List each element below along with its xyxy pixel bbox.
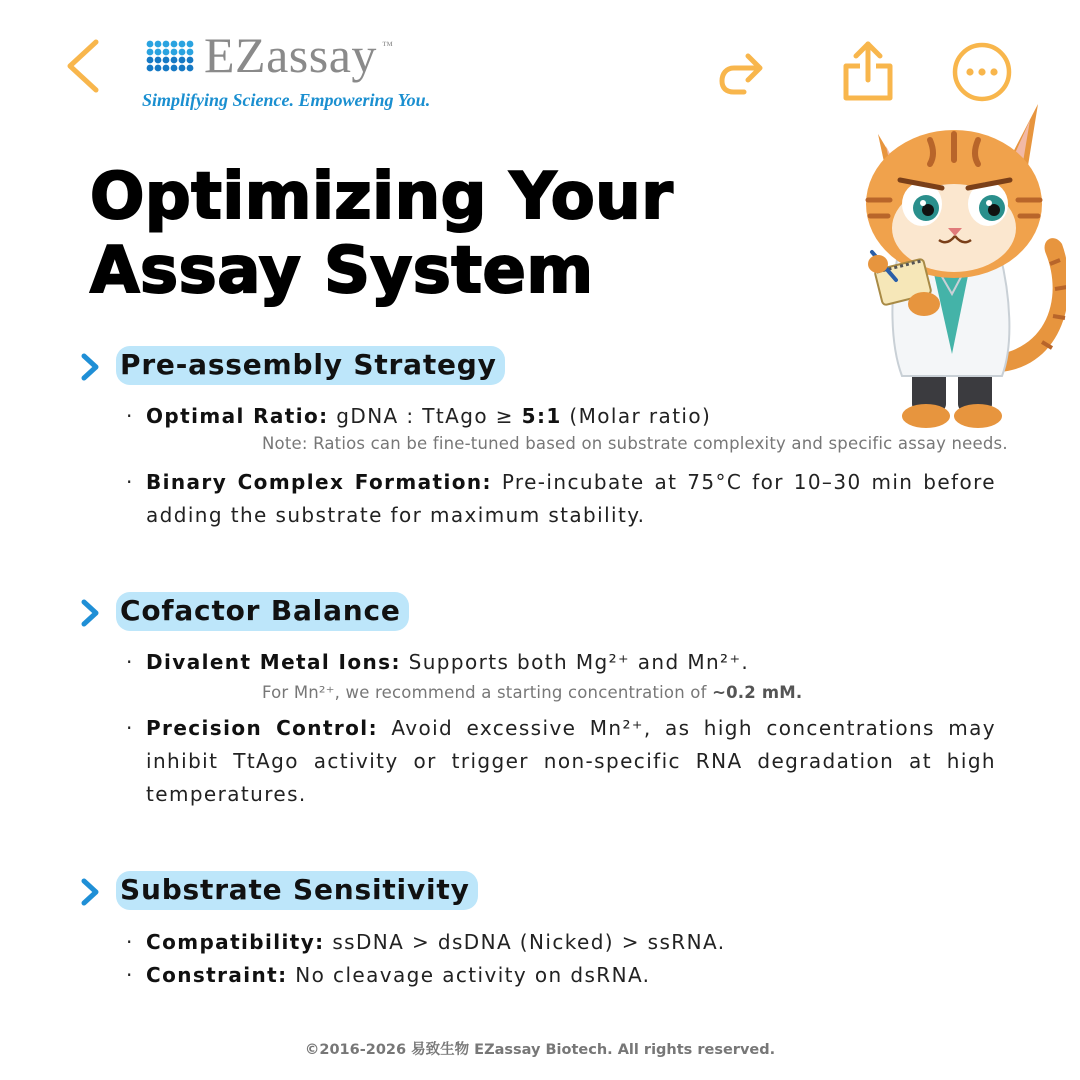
section-heading-substrate-sensitivity: Substrate Sensitivity	[116, 871, 478, 910]
section-chevron-icon	[80, 598, 102, 628]
note-text-part: For Mn²⁺, we recommend a starting concentration of	[262, 683, 713, 702]
list-item	[126, 959, 1026, 992]
bullet-text: No cleavage activity on dsRNA.	[287, 963, 651, 987]
section-chevron-icon	[80, 877, 102, 907]
list-item	[126, 712, 996, 811]
page-title	[90, 160, 673, 308]
page-title-line-1: Optimizing Your	[90, 160, 674, 234]
bullet-text: (Molar ratio)	[561, 404, 712, 428]
bullet-marker: ·	[126, 716, 134, 740]
bullet-label: Binary Complex Formation:	[146, 470, 492, 494]
bullet-text: Avoid excessive Mn²⁺, as high concentrations may inhibit TtAgo activity or trigger non-specific RNA degradation at high temperatures.	[146, 716, 996, 806]
bullet-text: gDNA : TtAgo ≥	[328, 404, 522, 428]
page-title-line-2: Assay System	[90, 234, 594, 308]
bullet-text: ssDNA > dsDNA (Nicked) > ssRNA.	[324, 930, 726, 954]
list-item	[126, 400, 1026, 433]
bullet-text: Supports both Mg²⁺ and Mn²⁺.	[400, 650, 750, 674]
logo-tagline: Simplifying Science. Empowering You.	[142, 90, 431, 110]
bullet-marker: ·	[126, 650, 134, 674]
section-heading-pre-assembly: Pre-assembly Strategy	[116, 346, 505, 385]
section-chevron-icon	[80, 352, 102, 382]
logo-trademark: ™	[382, 40, 393, 52]
note-text	[262, 683, 802, 702]
note-text: Note: Ratios can be fine-tuned based on substrate complexity and specific assay needs.	[262, 434, 1008, 453]
bullet-marker: ·	[126, 404, 134, 428]
cat-scientist-mascot-image	[850, 104, 1066, 434]
footer-copyright: ©2016-2026 易致生物 EZassay Biotech. All rights reserved.	[304, 1042, 776, 1058]
bullet-marker: ·	[126, 470, 134, 494]
bullet-label: Constraint:	[146, 963, 288, 987]
back-chevron-icon[interactable]	[60, 36, 106, 96]
section-heading-cofactor-balance: Cofactor Balance	[116, 592, 409, 631]
bullet-label: Optimal Ratio:	[146, 404, 329, 428]
bullet-strong: 5:1	[521, 404, 562, 428]
logo-dot-grid-icon	[146, 40, 198, 76]
more-options-icon[interactable]	[952, 42, 1012, 102]
bullet-label: Precision Control:	[146, 716, 378, 740]
logo-wordmark: EZassay	[204, 27, 377, 83]
bullet-marker: ·	[126, 963, 134, 987]
list-item	[126, 646, 1026, 679]
bullet-marker: ·	[126, 930, 134, 954]
upload-icon[interactable]	[842, 40, 894, 102]
forward-share-icon[interactable]	[716, 44, 768, 96]
list-item	[126, 466, 996, 532]
bullet-label: Compatibility:	[146, 930, 325, 954]
note-strong: ~0.2 mM.	[712, 683, 803, 702]
list-item	[126, 926, 1026, 959]
bullet-text: Pre-incubate at 75°C for 10–30 min before adding the substrate for maximum stability.	[146, 470, 996, 527]
bullet-label: Divalent Metal Ions:	[146, 650, 401, 674]
